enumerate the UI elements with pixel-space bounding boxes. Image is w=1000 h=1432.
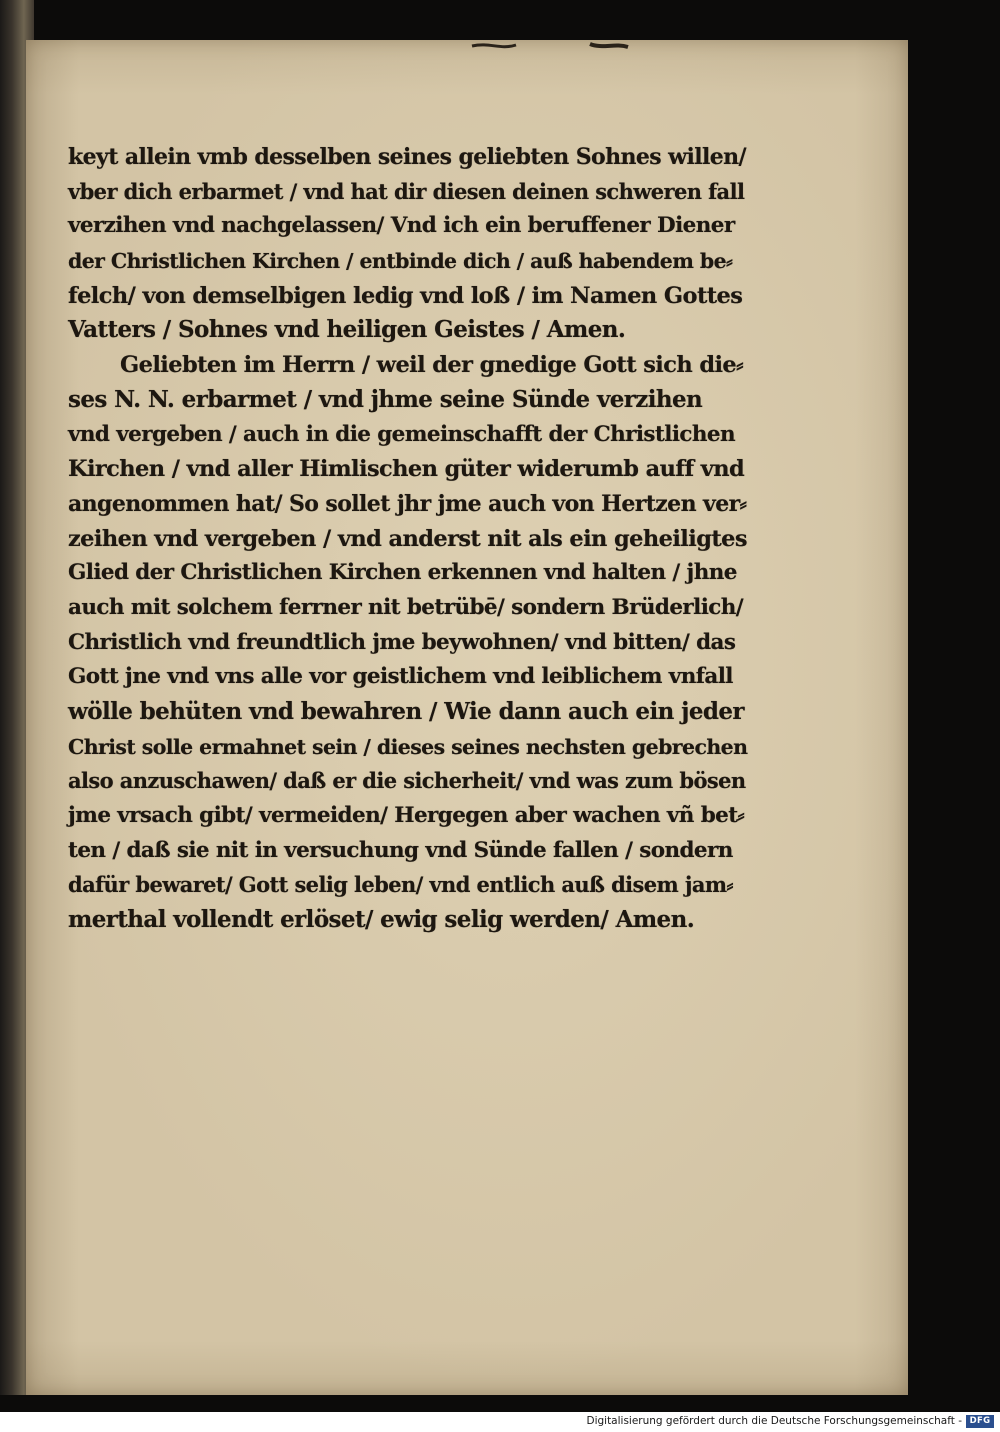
text-line: zeihen vnd vergeben / vnd anderst nit als ein geheiligtes [68,525,747,552]
text-line: angenommen hat/ So sollet jhr jme auch von Hertzen ver⸗ [68,490,747,517]
text-line: Gott jne vnd vns alle vor geistlichem vnd leiblichem vnfall [68,664,733,690]
text-line: merthal vollendt erlöset/ ewig selig werden/ Amen. [68,906,695,934]
text-line: Kirchen / vnd aller Himlischen güter widerumb auff vnd [68,456,745,483]
text-line: also anzuschawen/ daß er die sicherheit/ vnd was zum bösen [68,768,746,794]
paragraph-start-line: Geliebten im Herrn / weil der gnedige Gott sich die⸗ [120,352,744,379]
text-line: vber dich erbarmet / vnd hat dir diesen deinen schweren fall [68,178,745,204]
text-line: Christlich vnd freundtlich jme beywohnen/ vnd bitten/ das [68,629,736,655]
text-line: Vatters / Sohnes vnd heiligen Geistes / Amen. [68,316,626,344]
text-line: der Christlichen Kirchen / entbinde dich / auß habendem be⸗ [68,249,733,274]
attribution-bar [0,1412,1000,1432]
text-line: wölle behüten vnd bewahren / Wie dann auch ein jeder [68,698,744,725]
funding-attribution: Digitalisierung gefördert durch die Deutsche Forschungsgemeinschaft - [586,1415,962,1427]
text-line: dafür bewaret/ Gott selig leben/ vnd entlich auß disem jam⸗ [68,872,733,898]
text-line: felch/ von demselbigen ledig vnd loß / im Namen Gottes [68,282,743,309]
text-line: ses N. N. erbarmet / vnd jhme seine Sünde verzihen [68,385,703,413]
text-line: verzihen vnd nachgelassen/ Vnd ich ein beruffener Diener [68,213,735,239]
text-line: ten / daß sie nit in versuchung vnd Sünde fallen / sondern [68,837,733,863]
dfg-logo: DFG [966,1415,994,1428]
text-line: Glied der Christlichen Kirchen erkennen vnd halten / jhne [68,560,737,586]
text-line: Christ solle ermahnet sein / dieses seines nechsten gebrechen [68,734,748,759]
ink-residue-mark [470,40,630,52]
text-line: vnd vergeben / auch in die gemeinschafft der Christlichen [68,421,736,447]
text-line: keyt allein vmb desselben seines geliebten Sohnes willen/ [68,144,746,170]
page-text-block [68,140,748,938]
text-line: jme vrsach gibt/ vermeiden/ Hergegen aber wachen vñ bet⸗ [68,803,745,829]
text-line: auch mit solchem ferrner nit betrübē/ sondern Brüderlich/ [68,594,744,620]
